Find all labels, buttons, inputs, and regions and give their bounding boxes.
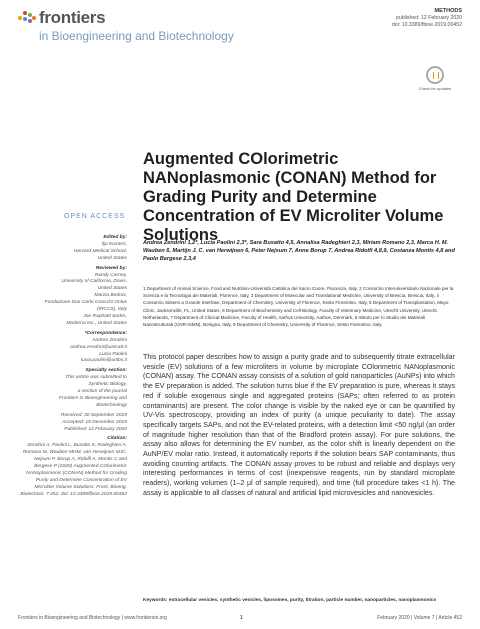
correspondence-heading: *Correspondence: xyxy=(84,330,127,336)
reviewer-line: University of California, Davis, xyxy=(61,279,127,285)
reviewer-line: United States xyxy=(97,286,127,292)
journal-name: in Bioengineering and Biotechnology xyxy=(39,29,234,43)
correspondence-section xyxy=(20,331,127,366)
edited-by-section xyxy=(20,235,127,263)
reviewer-line: Marzia Bedoni, xyxy=(94,293,127,299)
keywords xyxy=(143,597,455,604)
keywords-text: extracellular vesicles, synthetic vesicles, liposomes, purity, titration, particle number, nanoparticles, nanoplasmonics xyxy=(168,598,437,603)
specialty-heading: Specialty section: xyxy=(85,368,127,374)
published-date: published: 12 February 2020 xyxy=(395,15,462,21)
edited-by-line: Ilja Kusters, xyxy=(101,241,127,247)
specialty-line: Biotechnology xyxy=(96,402,127,408)
specialty-line: a section of the journal xyxy=(77,389,127,395)
updates-icon xyxy=(426,66,444,84)
correspondence-name: Lucia Paolini xyxy=(99,351,127,357)
article-sidebar xyxy=(20,233,127,502)
specialty-line: This article was submitted to xyxy=(65,375,127,381)
keywords-label: Keywords: xyxy=(143,598,168,603)
accepted-date: Accepted: 19 December 2019 xyxy=(62,419,127,425)
edited-by-heading: Edited by: xyxy=(103,235,127,240)
reviewer-line: Fondazione Don Carlo Gnocchi Onlus xyxy=(44,300,127,306)
open-access-label: OPEN ACCESS xyxy=(64,213,126,220)
citation-section xyxy=(20,436,127,498)
correspondence-email[interactable]: lucia.paolini@unibs.it xyxy=(80,358,127,364)
reviewer-line: Randy Carney, xyxy=(94,272,127,278)
received-date: Received: 30 September 2019 xyxy=(60,412,127,418)
doi[interactable]: doi: 10.3389/fbioe.2019.00452 xyxy=(391,22,462,28)
citation-heading: Citation: xyxy=(107,436,127,442)
published-date-sidebar: Published: 12 February 2020 xyxy=(64,426,127,432)
updates-label: Check for updates xyxy=(418,86,452,91)
specialty-section xyxy=(20,368,127,409)
citation-text: Zendrini A, Paolini L, Busatto S, Radeghieri A, Romano M, Wauben MHM, van Herwijnen MJC, Nejsum P, Borup A, Ridolfi A, Montis C and Bergese P (2020) Augmented COlorimetric NANoplasmonic (CONAN) Method for Grading Purity and Determine Concentration of EV Microliter Volume Solutions. Front. Bioeng. Biotechnol. 7:452. doi: 10.3389/fbioe.2019.00452 xyxy=(20,443,127,497)
specialty-line: Synthetic Biology, xyxy=(88,382,127,388)
reviewed-by-heading: Reviewed by: xyxy=(95,265,127,271)
affiliations: 1 Department of Animal Science, Food and Nutrition-Università Cattolica del Sacro Cuore, Piacenza, Italy, 2 Consorzio Interuniversitario Nazionale per la Scienza e la Tecnologia dei Materiali, Florence, Italy, 3 Department of Molecular and Translational Medicine, University of Brescia, Brescia, Italy, 4 Consorzio Sistemi a Grande Interfase, Department of Chemistry, University of Florence, Sesto Fiorentino, Italy, 5 Department of Transplantation, Mayo Clinic, Jacksonville, FL, United States, 6 Department of Biochemistry and Cell Biology, Faculty of Veterinary Medicine, Utrecht University, Utrecht, Netherlands, 7 Department of Clinical Medicine, Faculty of Health, Aarhus University, Aarhus, Denmark, 8 Istituto per lo Studio dei Materiali Nanostrutturati (CNR-ISMN), Bologna, Italy, 9 Department of Chemistry, University of Florence, Sesto Fiorentino, Italy xyxy=(143,286,454,328)
brand-name: frontiers xyxy=(39,8,106,27)
reviewed-by-section xyxy=(20,266,127,328)
correspondence-name: Andrea Zendrini xyxy=(92,337,127,343)
edited-by-line: Harvard Medical School, xyxy=(73,248,127,254)
article-meta xyxy=(392,8,462,29)
check-for-updates-button[interactable] xyxy=(418,66,452,100)
article-title: Augmented COlorimetric NANoplasmonic (CONAN) Method for Grading Purity and Determine Concentration of EV Microliter Volume Solutions xyxy=(143,150,444,244)
correspondence-email[interactable]: andrea.zendrini@unicatt.it xyxy=(70,344,127,350)
reviewer-line: Joe Raphaël Sarkis, xyxy=(83,313,127,319)
specialty-line: Frontiers in Bioengineering and xyxy=(59,395,127,401)
frontiers-logo[interactable] xyxy=(18,8,234,50)
logo-mark-icon xyxy=(18,10,36,26)
dates-section xyxy=(20,413,127,434)
reviewer-line: Moderna Inc., United States xyxy=(66,320,127,326)
abstract: This protocol paper describes how to assign a purity grade and to subsequently titrate extracellular vesicle (EV) solutions of a few microliters in volume by microplate COlorimetric NANoplasmonic (CONAN) assay. The CONAN assay consists of a solution of gold nanoparticles (AuNPs) into which the EV preparation is added. The solution turns blue if the EV preparation is pure, whereas it stays red if soluble exogenous single and aggregated proteins (SAPs; often referred to as protein contaminants) are present. The color change is visible by the naked eye or can be quantified by UV-Vis spectroscopy, providing an index of purity (a unique peculiarity to date). The assay specifically targets SAPs, and not the EV-related proteins, with a detection limit <50 ng/μl (an order of magnitude higher resolution than that of the Bradford protein assay). For pure solutions, the assay also allows for determining the EV number, as the color shift is linearly dependent on the AuNP/EV molar ratio. Instead, it automatically reports if the solution bears SAP contaminants, thus avoiding counting artifacts. The CONAN assay proves to be robust and reliable and displays very interesting performances in terms of cost (inexpensive reagents, run by standard microplate readers), working volumes (1–2 μl of sample required), and time (full procedure takes <1 h). The assay is applicable to all classes of natural and artificial lipid microvesicles and nanovesicles. xyxy=(143,353,455,497)
edited-by-line: United States xyxy=(97,255,127,261)
article-type: METHODS xyxy=(434,8,462,14)
reviewer-line: (IRCCS), Italy xyxy=(96,307,127,313)
footer-journal[interactable]: Frontiers in Bioengineering and Biotechnology | www.frontiersin.org xyxy=(18,615,167,621)
author-list: Andrea Zendrini 1,2*, Lucia Paolini 2,3*, Sara Busatto 4,5, Annalisa Radeghieri 2,3, Miriam Romano 2,3, Marca H. M. Wauben 6, Martijn J. C. van Herwijnen 6, Peter Nejsum 7, Anne Borup 7, Andrea Ridolfi 4,8,9, Costanza Montis 4,8 and Paolo Bergese 2,3,4 xyxy=(143,240,455,262)
footer-date-volume: February 2020 | Volume 7 | Article 452 xyxy=(377,615,462,621)
page-number: 1 xyxy=(240,615,243,621)
